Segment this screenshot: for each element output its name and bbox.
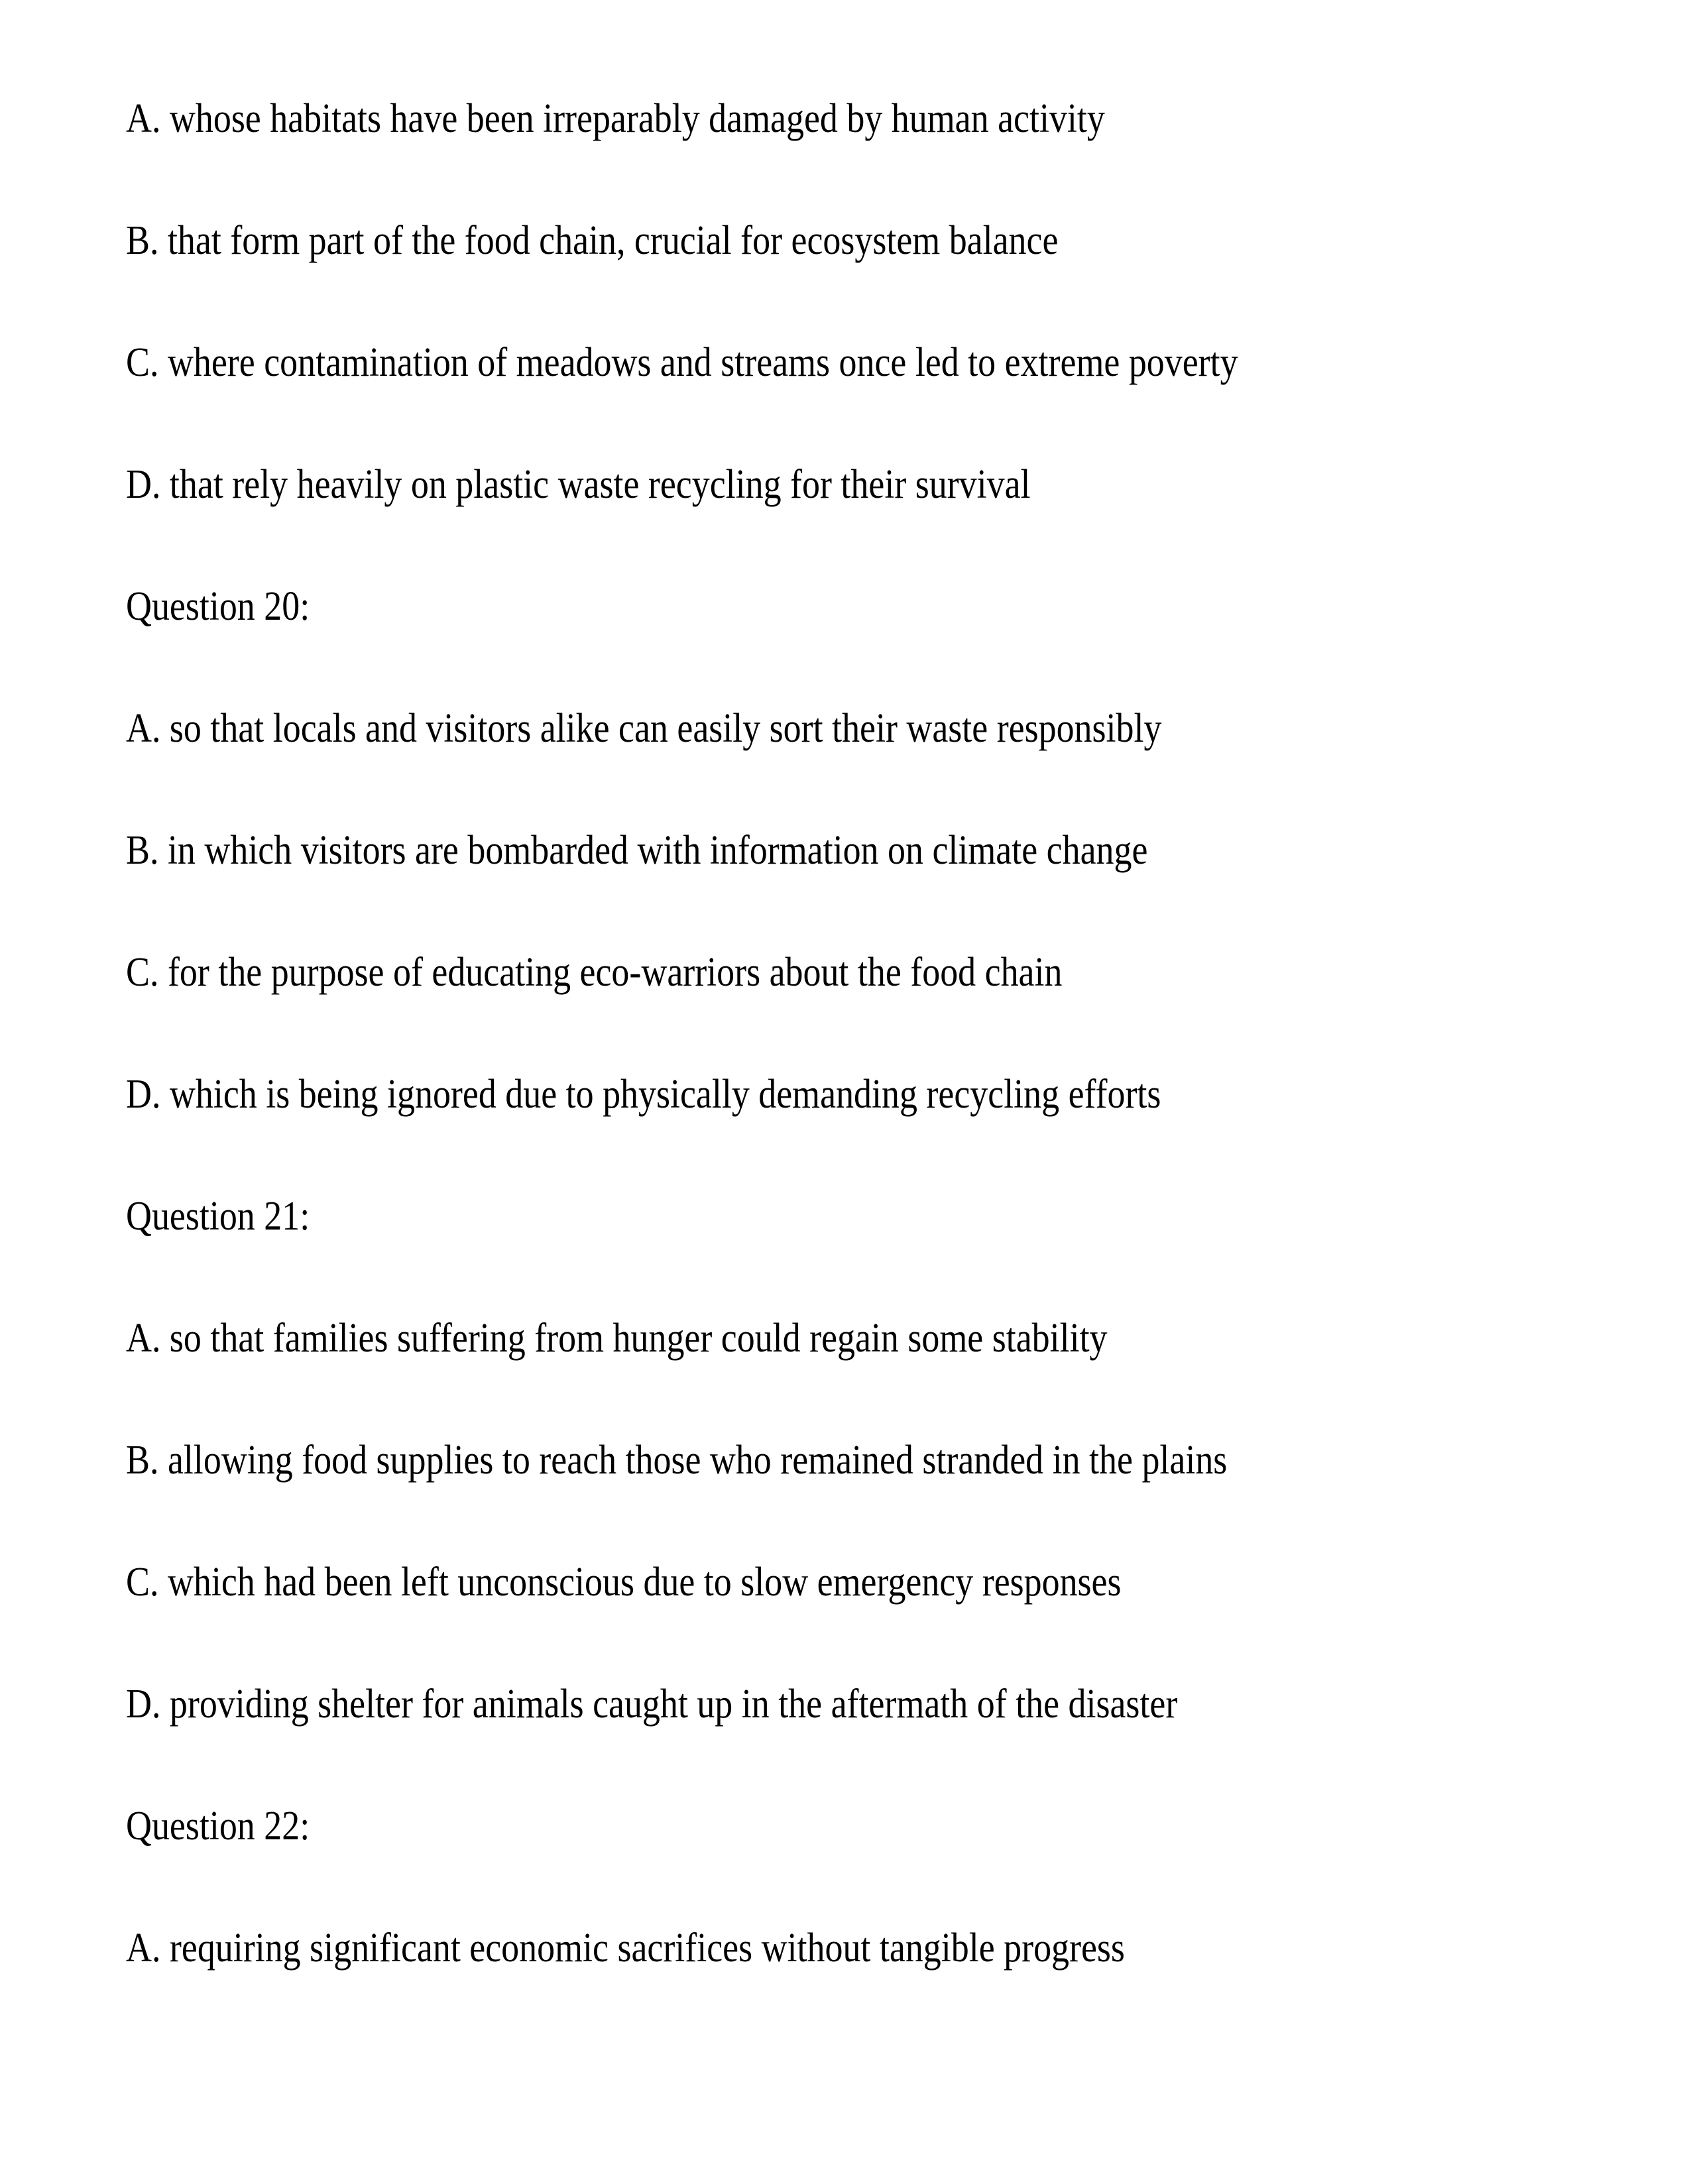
answer-option-text: A. so that locals and visitors alike can easily sort their waste responsibly	[126, 706, 1162, 751]
question-heading-text: Question 21:	[126, 1194, 310, 1239]
question-section	[126, 1155, 1404, 1765]
answer-option-text: B. allowing food supplies to reach those who remained stranded in the plains	[126, 1438, 1228, 1483]
question-section	[126, 546, 1404, 1155]
question-heading	[126, 1765, 1404, 1887]
answer-option	[126, 1521, 1404, 1643]
answer-option-text: C. which had been left unconscious due to slow emergency responses	[126, 1560, 1122, 1605]
answer-option	[126, 1033, 1404, 1155]
answer-option	[126, 911, 1404, 1033]
question-heading	[126, 1155, 1404, 1277]
answer-option-text: D. that rely heavily on plastic waste recycling for their survival	[126, 462, 1031, 507]
answer-option	[126, 1887, 1404, 2009]
answer-option-text: B. in which visitors are bombarded with information on climate change	[126, 828, 1148, 873]
answer-option-text: A. so that families suffering from hunger could regain some stability	[126, 1316, 1108, 1361]
answer-option-text: D. which is being ignored due to physically demanding recycling efforts	[126, 1072, 1161, 1117]
question-section	[126, 1765, 1404, 2009]
answer-option	[126, 424, 1404, 546]
answer-option	[126, 789, 1404, 911]
answer-option-text: C. for the purpose of educating eco-warriors about the food chain	[126, 950, 1063, 995]
answer-option	[126, 1399, 1404, 1521]
answer-option	[126, 1643, 1404, 1765]
answer-option-text: C. where contamination of meadows and streams once led to extreme poverty	[126, 340, 1238, 385]
question-heading-text: Question 22:	[126, 1804, 310, 1849]
answer-option-text: B. that form part of the food chain, crucial for ecosystem balance	[126, 218, 1059, 263]
exam-document-page	[126, 58, 1404, 2009]
answer-option	[126, 667, 1404, 789]
answer-option-text: D. providing shelter for animals caught up in the aftermath of the disaster	[126, 1682, 1178, 1727]
answer-option	[126, 302, 1404, 424]
question-heading	[126, 546, 1404, 667]
answer-option-text: A. requiring significant economic sacrifices without tangible progress	[126, 1925, 1125, 1971]
answer-option	[126, 58, 1404, 180]
answer-option	[126, 1277, 1404, 1399]
question-heading-text: Question 20:	[126, 584, 310, 629]
answer-option	[126, 180, 1404, 302]
question-section	[126, 58, 1404, 546]
answer-option-text: A. whose habitats have been irreparably damaged by human activity	[126, 96, 1105, 141]
